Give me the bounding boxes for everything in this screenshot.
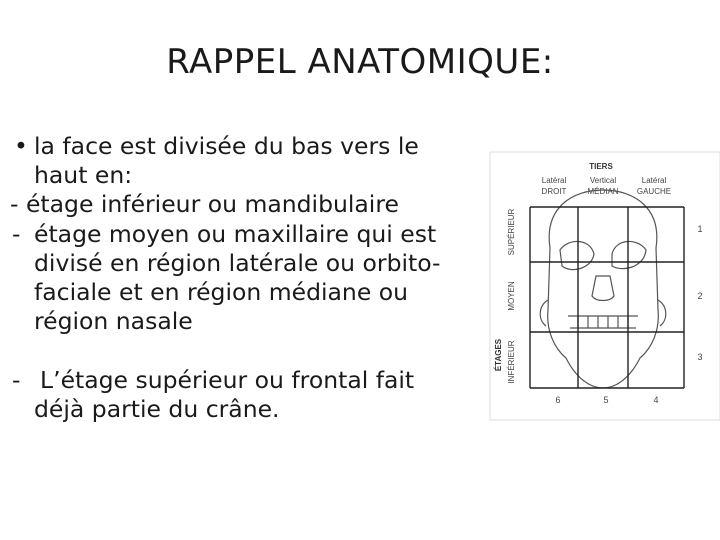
bullet: • — [14, 132, 28, 160]
figure-label-col3a: Latéral — [641, 176, 667, 185]
skull-figure — [488, 150, 720, 422]
text-line-8: L’étage supérieur ou frontal fait — [40, 366, 415, 394]
dash-2: - — [12, 366, 21, 394]
figure-label-moy: MOYEN — [507, 281, 516, 311]
figure-label-tiers: TIERS — [589, 162, 613, 171]
figure-number-1: 1 — [697, 224, 703, 234]
figure-label-etages: ÉTAGES — [494, 338, 503, 372]
figure-number-2: 2 — [697, 291, 703, 301]
page-title: RAPPEL ANATOMIQUE: — [166, 42, 554, 82]
text-line-7: région nasale — [34, 307, 193, 335]
figure-label-col3b: GAUCHE — [636, 187, 672, 196]
figure-number-6: 6 — [555, 395, 561, 405]
text-line-2: haut en: — [34, 161, 133, 189]
text-line-9: déjà partie du crâne. — [34, 395, 280, 423]
figure-label-inf: INFÉRIEUR — [507, 340, 516, 384]
dash-1: - — [12, 220, 21, 248]
figure-label-col1a: Latéral — [541, 176, 567, 185]
text-line-1: la face est divisée du bas vers le — [34, 132, 419, 160]
figure-label-sup: SUPÉRIEUR — [507, 208, 516, 256]
figure-label-col2a: Vertical — [589, 176, 617, 185]
text-line-4: étage moyen ou maxillaire qui est — [34, 220, 437, 248]
figure-label-col1b: DROIT — [541, 187, 567, 196]
figure-number-4: 4 — [653, 395, 659, 405]
figure-label-col2b: MÉDIAN — [587, 187, 619, 196]
figure-number-3: 3 — [697, 352, 703, 362]
text-line-6: faciale et en région médiane ou — [34, 278, 409, 306]
text-line-3: - étage inférieur ou mandibulaire — [10, 190, 399, 218]
text-line-5: divisé en région latérale ou orbito- — [34, 249, 441, 277]
figure-number-5: 5 — [603, 395, 609, 405]
